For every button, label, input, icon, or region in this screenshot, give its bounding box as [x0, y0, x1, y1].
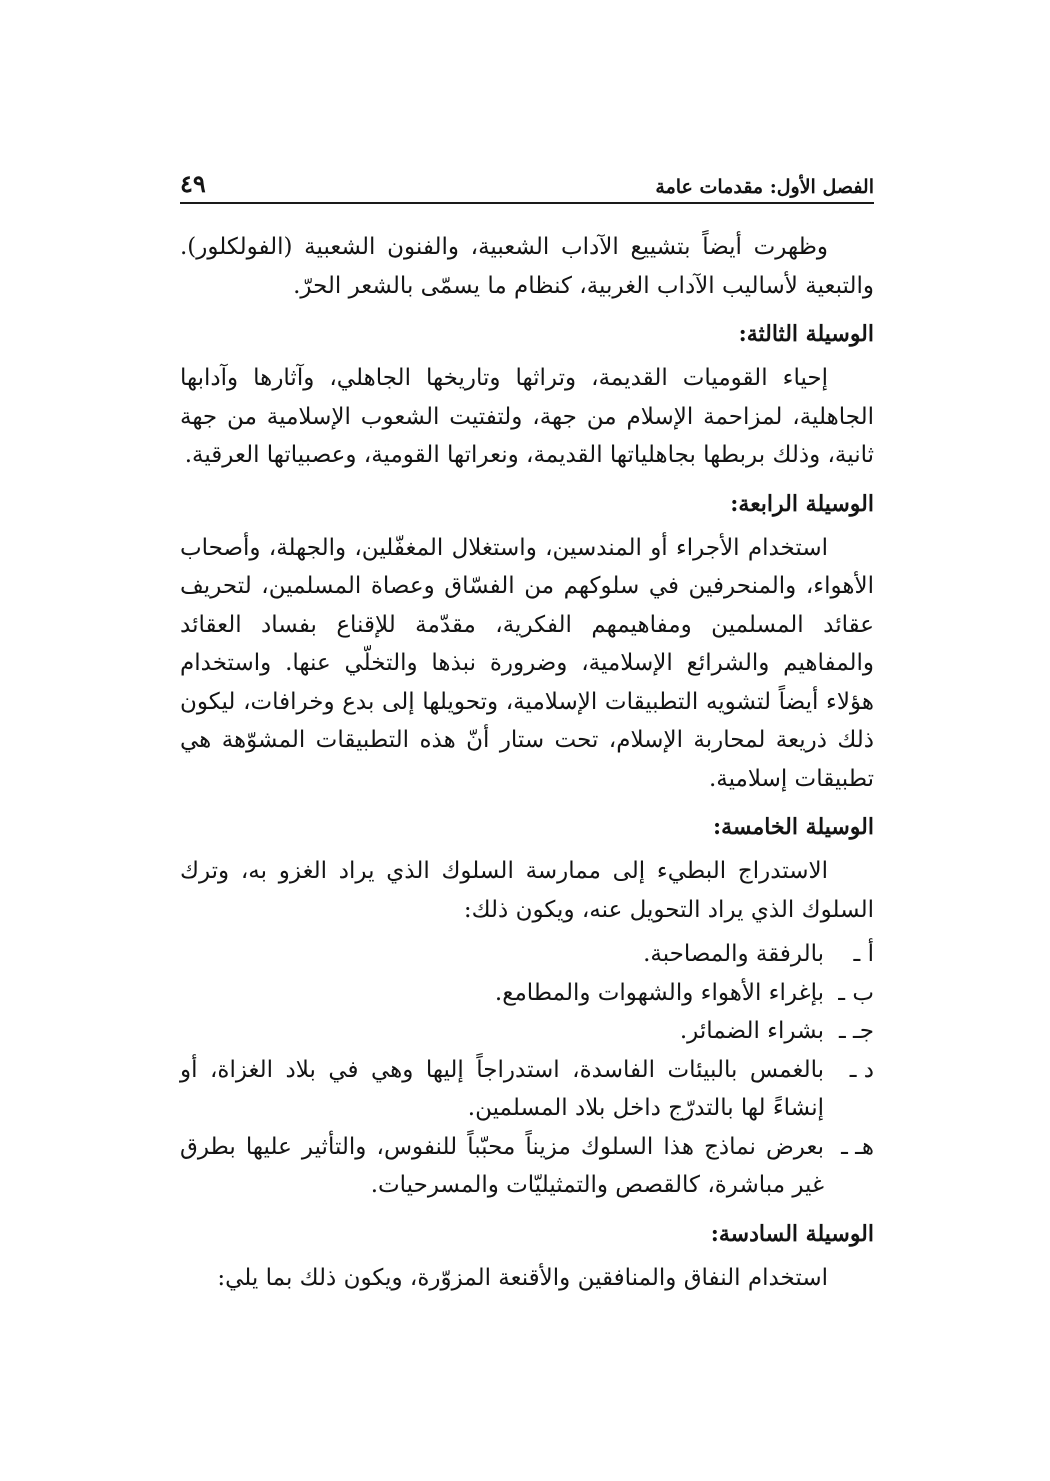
intro-paragraph: وظهرت أيضاً بتشييع الآداب الشعبية، والفنون الشعبية (الفولكلور). والتبعية لأساليب الآداب الغربية، كنظام ما يسمّى بالشعر الحرّ.: [180, 234, 874, 299]
page-number: ٤٩: [180, 169, 206, 198]
book-page: [180, 168, 874, 1297]
list-item: [180, 1051, 874, 1128]
section-text-fifth: الاستدراج البطيء إلى ممارسة السلوك الذي يراد الغزو به، وترك السلوك الذي يراد التحويل عنه، ويكون ذلك:: [180, 858, 874, 923]
chapter-title: الفصل الأول: مقدمات عامة: [655, 176, 874, 198]
list-item: [180, 935, 874, 974]
list-item-text: بشراء الضمائر.: [679, 1018, 824, 1044]
means-list: [180, 935, 874, 1205]
list-item-text: بالرفقة والمصاحبة.: [643, 941, 824, 967]
running-header: [180, 168, 874, 204]
list-item: [180, 1128, 874, 1205]
list-item: [180, 974, 874, 1013]
list-item-text: بإغراء الأهواء والشهوات والمطامع.: [494, 979, 824, 1006]
section-text-fourth: استخدام الأجراء أو المندسين، واستغلال المغفّلين، والجهلة، وأصحاب الأهواء، والمنحرفين في سلوكهم من الفسّاق وعصاة المسلمين، لتحريف عقائد المسلمين ومفاهيمهم الفكرية، مقدّمة للإقناع بفساد العقائد والمفاهيم والشرائع الإسلامية، وضرورة نبذها والتخلّي عنها. واستخدام هؤلاء أيضاً لتشويه التطبيقات الإسلامية، وتحويلها إلى بدع وخرافات، ليكون ذلك ذريعة لمحاربة الإسلام، تحت ستار أنّ هذه التطبيقات المشوّهة هي تطبيقات إسلامية.: [180, 534, 874, 792]
section-heading-fifth: الوسيلة الخامسة:: [712, 814, 874, 840]
section-heading-fourth: الوسيلة الرابعة:: [730, 490, 874, 517]
page-body: [180, 204, 874, 1297]
list-item-text: بالغمس بالبيئات الفاسدة، استدراجاً إليها وهي في بلاد الغزاة، أو إنشاءً لها بالتدرّج داخل بلاد المسلمين.: [180, 1056, 824, 1121]
section-heading-sixth: الوسيلة السادسة:: [710, 1220, 874, 1247]
list-marker: د ـ: [849, 1056, 874, 1083]
list-marker: هـ ـ: [841, 1133, 874, 1160]
list-marker: ب ـ: [838, 979, 874, 1006]
list-item-text: بعرض نماذج هذا السلوك مزيناً محبّباً للنفوس، والتأثير عليها بطرق غير مباشرة، كالقصص والتمثيليّات والمسرحيات.: [180, 1133, 824, 1198]
section-text-third: إحياء القوميات القديمة، وتراثها وتاريخها الجاهلي، وآثارها وآدابها الجاهلية، لمزاحمة الإسلام من جهة، ولتفتيت الشعوب الإسلامية من جهة ثانية، وذلك بربطها بجاهلياتها القديمة، ونعراتها القومية، وعصبياتها العرقية.: [180, 365, 874, 468]
section-heading-third: الوسيلة الثالثة:: [738, 321, 874, 347]
section-text-sixth: استخدام النفاق والمنافقين والأقنعة المزوّرة، ويكون ذلك بما يلي:: [217, 1264, 828, 1291]
list-marker: أ ـ: [853, 941, 874, 967]
list-item: [180, 1012, 874, 1051]
list-marker: جـ ـ: [838, 1018, 874, 1044]
